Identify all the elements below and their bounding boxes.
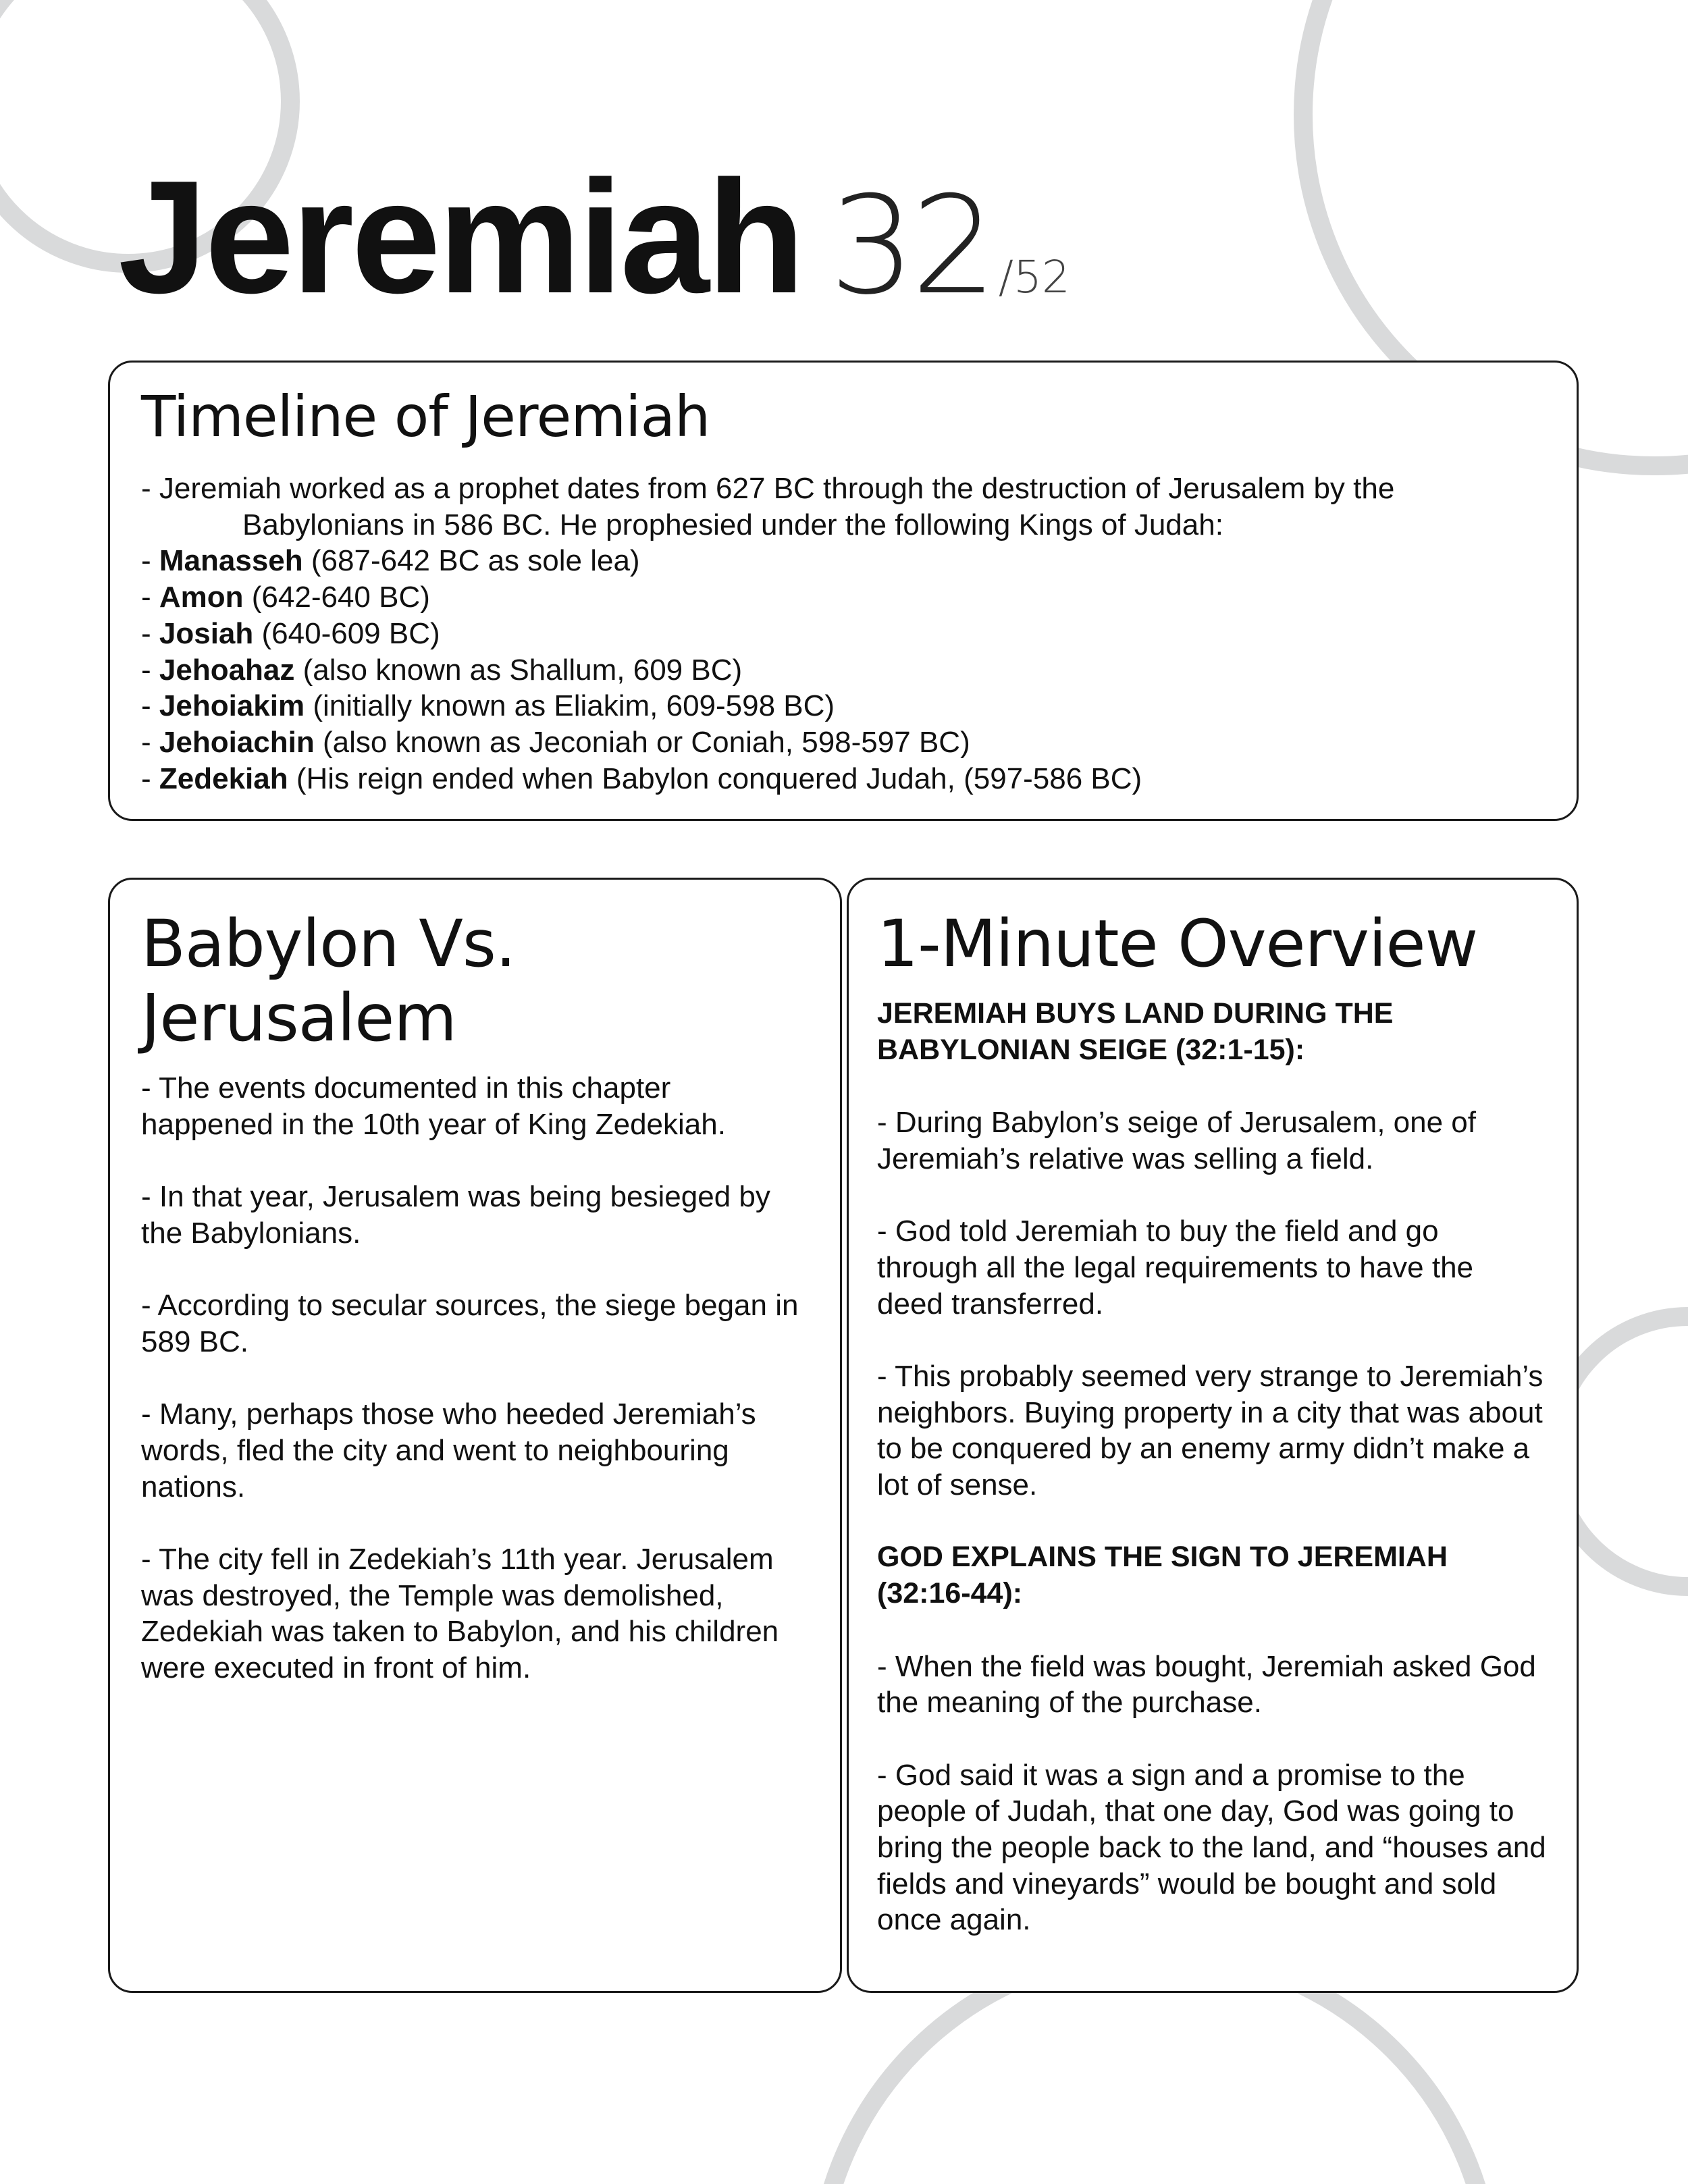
overview-paragraph: - God said it was a sign and a promise to the people of Judah, that one day, God was going to bring the people back to the land, and “houses and fields and vineyards” would be bought and sold once again. [877, 1758, 1546, 1937]
timeline-intro-continued: Babylonians in 586 BC. He prophesied under the following Kings of Judah: [242, 508, 1223, 541]
king-detail: (initially known as Eliakim, 609-598 BC) [305, 689, 835, 723]
babylon-paragraph: - According to secular sources, the siege began in 589 BC. [141, 1289, 799, 1358]
king-detail: (also known as Shallum, 609 BC) [294, 653, 743, 687]
king-item: - Jehoiakim (initially known as Eliakim, 609-598 BC) [141, 689, 835, 723]
babylon-paragraph: - Many, perhaps those who heeded Jeremiah’s words, fled the city and went to neighbouring nations. [141, 1397, 756, 1503]
babylon-paragraph: - The events documented in this chapter happened in the 10th year of King Zedekiah. [141, 1071, 726, 1141]
king-name: Jehoahaz [159, 653, 295, 687]
king-name: Josiah [159, 616, 254, 650]
king-name: Jehoiachin [159, 725, 315, 759]
overview-heading: 1-Minute Overview [877, 906, 1478, 982]
king-detail: (687-642 BC as sole lea) [302, 544, 640, 578]
babylon-paragraph: - In that year, Jerusalem was being besieged by the Babylonians. [141, 1180, 770, 1250]
king-item: - Jehoahaz (also known as Shallum, 609 BC) [141, 653, 743, 687]
king-name: Amon [159, 581, 244, 614]
chapter-total: /52 [998, 251, 1070, 303]
overview-card [847, 878, 1579, 1993]
king-detail: (642-640 BC) [243, 581, 430, 614]
king-name: Manasseh [159, 544, 303, 578]
overview-section2-heading: GOD EXPLAINS THE SIGN TO JEREMIAH (32:16-44): [877, 1541, 1448, 1610]
king-detail: (His reign ended when Babylon conquered Judah, (597-586 BC) [288, 762, 1142, 795]
king-item: - Manasseh (687-642 BC as sole lea) [141, 544, 640, 578]
babylon-paragraph: - The city fell in Zedekiah’s 11th year. Jerusalem was destroyed, the Temple was demolished, Zedekiah was taken to Babylon, and his children were executed in front of him. [141, 1543, 779, 1685]
timeline-intro: - Jeremiah worked as a prophet dates from 627 BC through the destruction of Jerusalem by the [141, 472, 1395, 505]
king-name: Jehoiakim [159, 689, 305, 723]
babylon-card [108, 878, 842, 1993]
overview-section1-heading: JEREMIAH BUYS LAND DURING THE BABYLONIAN SEIGE (32:1-15): [877, 997, 1394, 1066]
overview-paragraph: - When the field was bought, Jeremiah asked God the meaning of the purchase. [877, 1649, 1536, 1720]
timeline-heading: Timeline of Jeremiah [141, 383, 710, 450]
overview-paragraph: - This probably seemed very strange to Jeremiah’s neighbors. Buying property in a city that was about to be conquered by an enemy army didn’t make a lot of sense. [877, 1359, 1544, 1502]
king-item: - Josiah (640-609 BC) [141, 616, 440, 650]
overview-paragraph: - God told Jeremiah to buy the field and go through all the legal requirements to have the deed transferred. [877, 1215, 1474, 1321]
king-name: Zedekiah [159, 762, 288, 795]
king-item: - Jehoiachin (also known as Jeconiah or Coniah, 598-597 BC) [141, 725, 970, 759]
babylon-heading: Babylon Vs. Jerusalem [141, 906, 516, 1056]
chapter-number: 32 [829, 167, 993, 325]
timeline-card [108, 361, 1579, 821]
page-title [118, 145, 1070, 327]
king-item: - Amon (642-640 BC) [141, 581, 430, 614]
king-detail: (also known as Jeconiah or Coniah, 598-597 BC) [314, 725, 970, 759]
overview-paragraph: - During Babylon’s seige of Jerusalem, one of Jeremiah’s relative was selling a field. [877, 1106, 1477, 1175]
book-title: Jeremiah [118, 148, 803, 327]
king-item: - Zedekiah (His reign ended when Babylon conquered Judah, (597-586 BC) [141, 762, 1142, 795]
king-detail: (640-609 BC) [253, 616, 440, 650]
